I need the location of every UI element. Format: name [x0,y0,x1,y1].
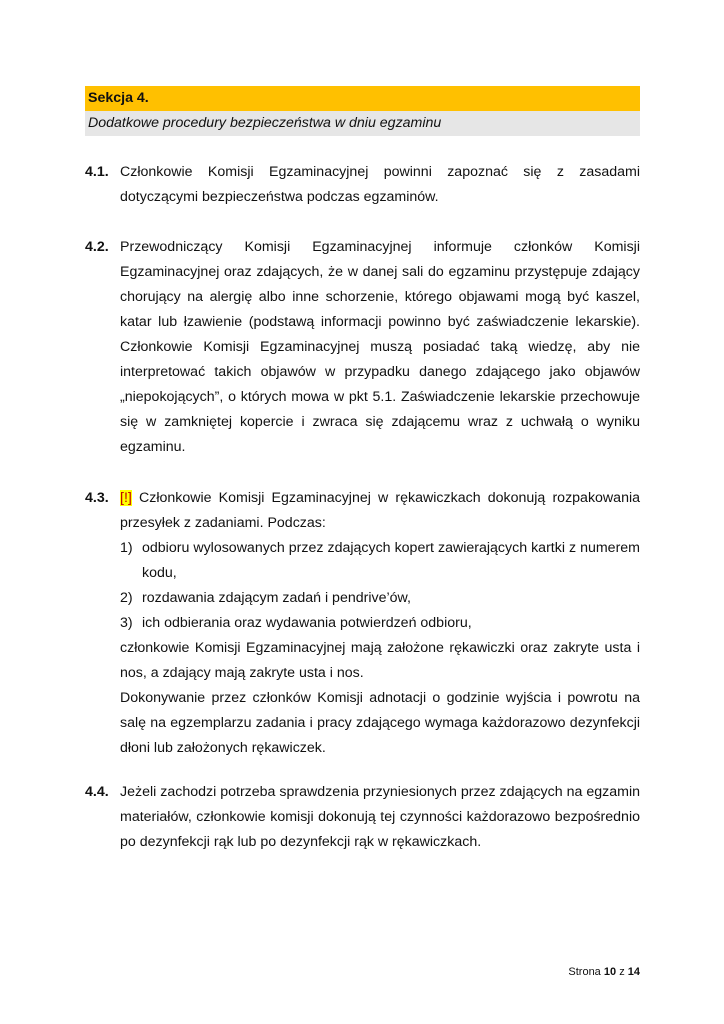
paragraph-text: Przewodniczący Komisji Egzaminacyjnej informuje członków Komisji Egzaminacyjnej oraz zdających, że w danej sali do egzaminu przystępuje zdający chorujący na alergię albo inne schorzenie, którego objawami mogą być kaszel, katar lub łzawienie (podstawą informacji powinno być zaświadczenie lekarskie). Członkowie Komisji Egzaminacyjnej muszą posiadać taką wiedzę, aby nie interpretować takich objawów w przypadku danego zdającego jako objawów „niepokojących”, o których mowa w pkt 5.1. Zaświadczenie lekarskie przechowuje się w zamkniętej kopercie i zwraca się zdającemu wraz z uchwałą o wyniku egzaminu. [120,239,640,455]
paragraph-intro [120,486,640,536]
list-item [120,536,640,586]
list-item-number: 3) [120,615,133,631]
list-item [120,586,640,611]
list-item [120,611,640,636]
paragraph-4-2 [85,235,640,460]
paragraph-number: 4.3. [85,490,109,506]
paragraph-text: Członkowie Komisji Egzaminacyjnej powinni zapoznać się z zasadami dotyczącymi bezpieczeństwa podczas egzaminów. [120,164,640,205]
section-title: Sekcja 4. [85,86,640,111]
page-footer [568,966,640,978]
paragraph-after-list: członkowie Komisji Egzaminacyjnej mają założone rękawiczki oraz zakryte usta i nos, a zdający mają zakryte usta i nos. [120,640,640,681]
paragraph-4-3 [85,486,640,761]
paragraph-4-4 [85,780,640,855]
section-subtitle: Dodatkowe procedury bezpieczeństwa w dniu egzaminu [85,111,640,136]
paragraph-4-1 [85,160,640,210]
section-header [85,86,640,136]
list-item-text: odbioru wylosowanych przez zdających kopert zawierających kartki z numerem kodu, [142,540,640,581]
list-item-text: rozdawania zdającym zadań i pendrive’ów, [142,590,411,606]
list-item-text: ich odbierania oraz wydawania potwierdzeń odbioru, [142,615,472,631]
paragraph-number: 4.2. [85,239,109,255]
paragraph-text: Jeżeli zachodzi potrzeba sprawdzenia przyniesionych przez zdających na egzamin materiałów, członkowie komisji dokonują tej czynności każdorazowo bezpośrednio po dezynfekcji rąk lub po dezynfekcji rąk w rękawiczkach. [120,784,640,850]
warning-marker: [!] [120,490,132,506]
page-separator: z [619,966,625,978]
list-item-number: 1) [120,540,133,556]
list-item-number: 2) [120,590,133,606]
page-label: Strona [568,966,601,978]
procedure-list [120,536,640,636]
page-current: 10 [603,966,617,978]
paragraph-extra: Dokonywanie przez członków Komisji adnotacji o godzinie wyjścia i powrotu na salę na egzemplarzu zadania i pracy zdającego wymaga każdorazowo dezynfekcji dłoni lub założonych rękawiczek. [120,690,640,756]
paragraph-number: 4.4. [85,784,109,800]
page-total: 14 [627,966,640,978]
paragraph-number: 4.1. [85,164,109,180]
paragraph-intro-text: Członkowie Komisji Egzaminacyjnej w rękawiczkach dokonują rozpakowania przesyłek z zadaniami. Podczas: [120,490,640,531]
